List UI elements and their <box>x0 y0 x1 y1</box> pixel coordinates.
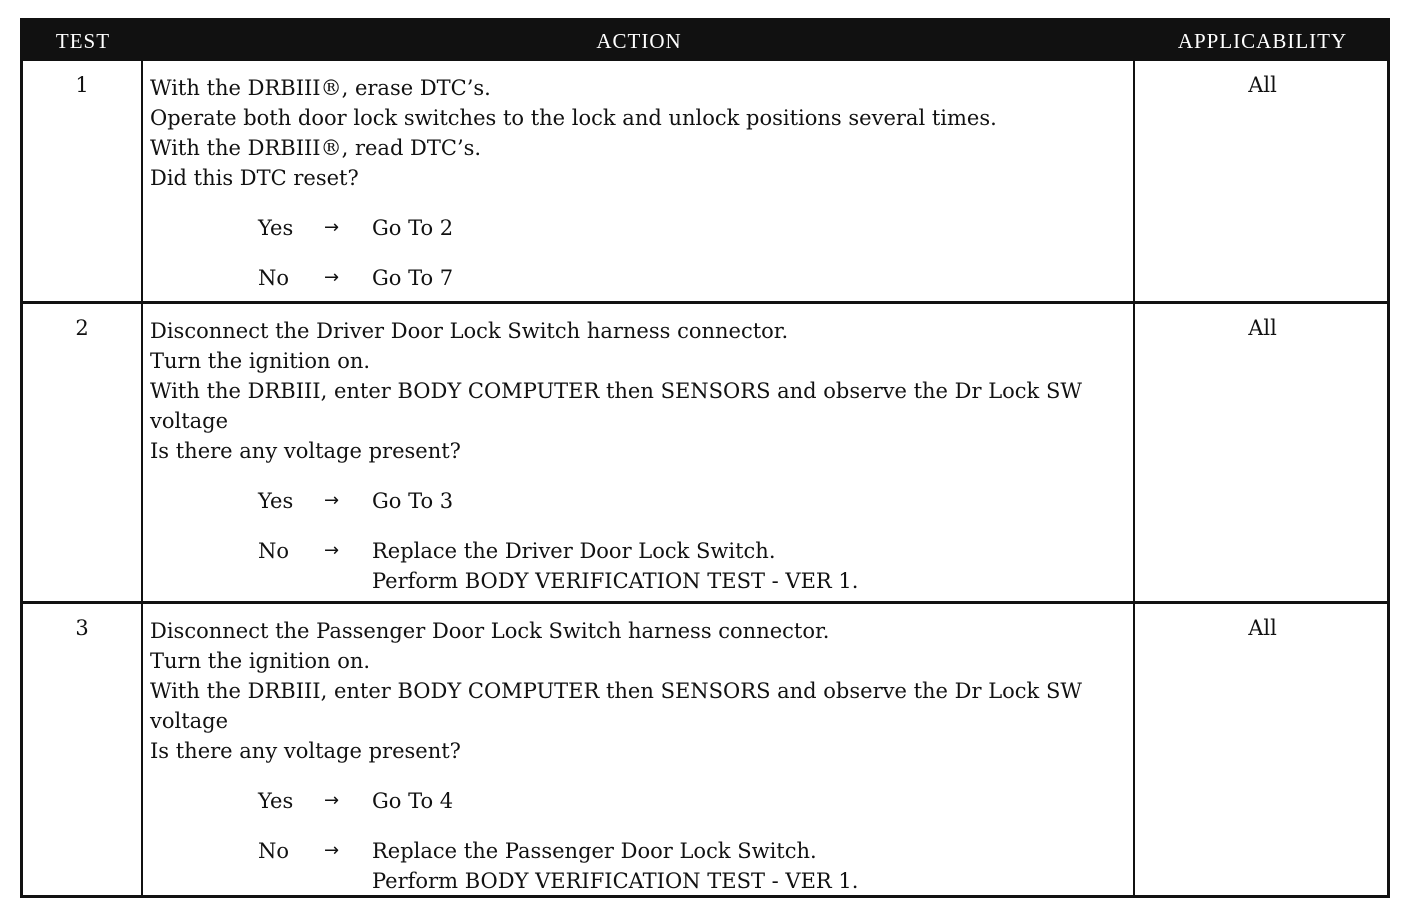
branch-result: Go To 3 <box>372 489 454 513</box>
header-applicability: APPLICABILITY <box>1177 29 1348 53</box>
diagnostic-test-table <box>20 18 1390 898</box>
answer-label: Yes <box>258 489 294 513</box>
branch-result-followup: Perform BODY VERIFICATION TEST - VER 1. <box>372 869 859 893</box>
action-step: With the DRBIII, enter BODY COMPUTER then SENSORS and observe the Dr Lock SW voltage <box>150 379 1082 433</box>
arrow-icon: → <box>324 540 340 561</box>
test-number: 3 <box>23 604 143 898</box>
applicability-cell: All <box>1248 316 1277 340</box>
answer-label: No <box>258 839 290 863</box>
branch-result: Go To 4 <box>372 789 454 813</box>
arrow-icon: → <box>324 217 340 238</box>
action-cell <box>143 304 1135 601</box>
branch-result: Go To 7 <box>372 266 454 290</box>
action-step: With the DRBIII®, erase DTC’s. <box>150 76 491 100</box>
branch-result: Replace the Passenger Door Lock Switch. <box>372 839 817 863</box>
arrow-icon: → <box>324 490 340 511</box>
action-step: Turn the ignition on. <box>150 349 371 373</box>
yes-branch <box>150 786 1127 816</box>
test-row-2 <box>23 301 1387 601</box>
test-number: 1 <box>23 61 143 301</box>
answer-label: Yes <box>258 216 294 240</box>
action-step: Turn the ignition on. <box>150 649 371 673</box>
action-question: Is there any voltage present? <box>150 739 461 763</box>
branch-result: Go To 2 <box>372 216 454 240</box>
action-step: Operate both door lock switches to the lock and unlock positions several times. <box>150 106 997 130</box>
yes-branch <box>150 486 1127 516</box>
no-branch <box>150 836 1127 896</box>
action-step: With the DRBIII®, read DTC’s. <box>150 136 482 160</box>
answer-label: No <box>258 539 290 563</box>
action-step: Disconnect the Passenger Door Lock Switch harness connector. <box>150 619 830 643</box>
arrow-icon: → <box>324 267 340 288</box>
applicability-cell: All <box>1248 616 1277 640</box>
test-row-1 <box>23 61 1387 301</box>
action-question: Did this DTC reset? <box>150 166 359 190</box>
branch-result: Replace the Driver Door Lock Switch. <box>372 539 776 563</box>
action-step: With the DRBIII, enter BODY COMPUTER then SENSORS and observe the Dr Lock SW voltage <box>150 679 1082 733</box>
test-row-3 <box>23 601 1387 898</box>
action-step: Disconnect the Driver Door Lock Switch harness connector. <box>150 319 789 343</box>
action-cell <box>143 61 1135 301</box>
no-branch <box>150 263 1127 293</box>
arrow-icon: → <box>324 790 340 811</box>
action-cell <box>143 604 1135 898</box>
answer-label: No <box>258 266 290 290</box>
answer-label: Yes <box>258 789 294 813</box>
header-action: ACTION <box>596 29 682 53</box>
applicability-cell: All <box>1248 73 1277 97</box>
yes-branch <box>150 213 1127 243</box>
test-number: 2 <box>23 304 143 601</box>
header-test: TEST <box>55 29 111 53</box>
action-question: Is there any voltage present? <box>150 439 461 463</box>
table-header <box>23 21 1387 61</box>
no-branch <box>150 536 1127 596</box>
branch-result-followup: Perform BODY VERIFICATION TEST - VER 1. <box>372 569 859 593</box>
arrow-icon: → <box>324 840 340 861</box>
